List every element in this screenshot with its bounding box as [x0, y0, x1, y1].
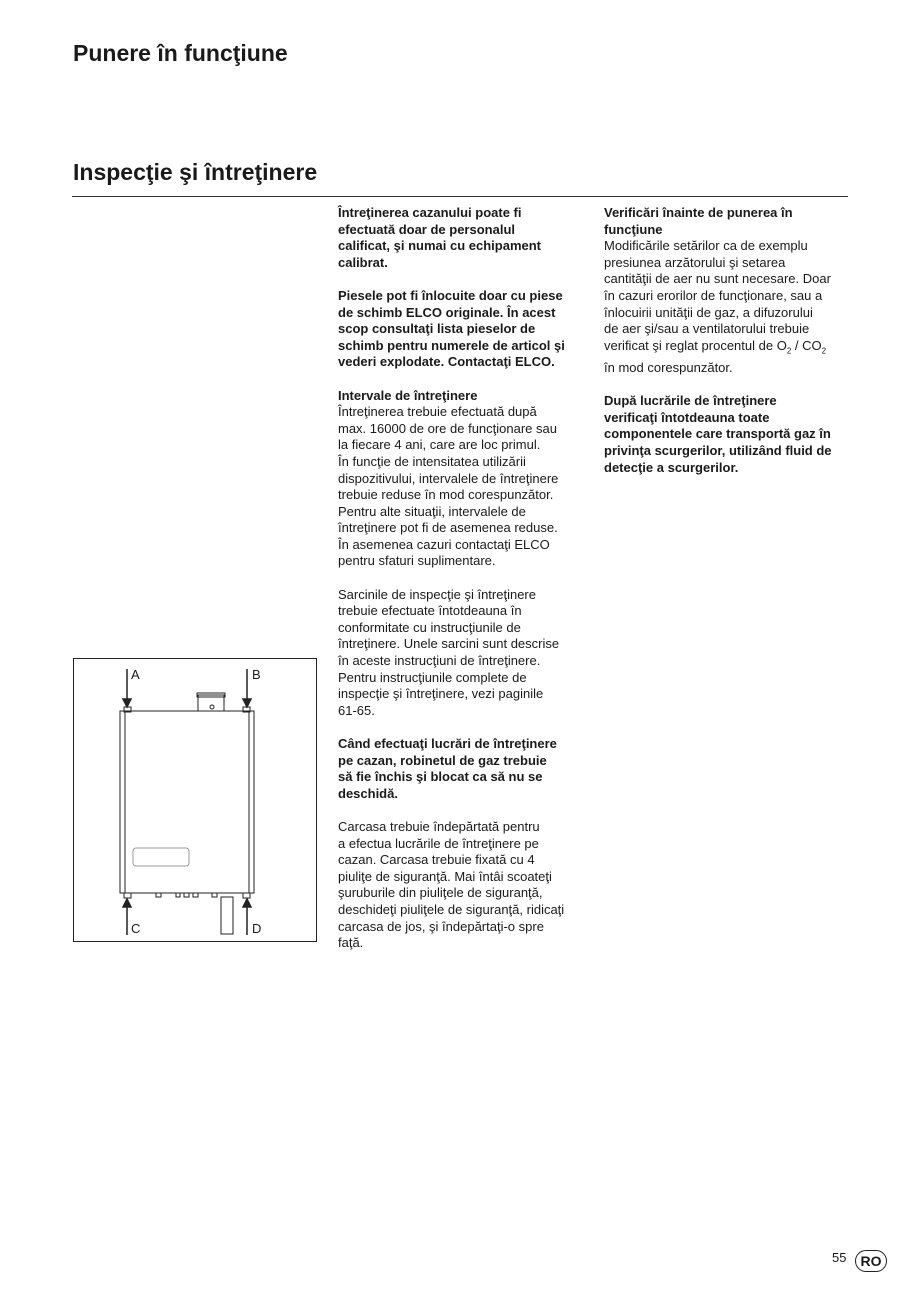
- text-line: întreţinere. Unele sarcini sunt descrise: [338, 636, 560, 652]
- text-line: înlocuirii unităţii de gaz, a difuzorului: [604, 304, 813, 320]
- text-line: conformitate cu instrucţiunile de: [338, 619, 521, 635]
- text-line: inspecţie şi întreţinere, vezi paginile: [338, 686, 544, 702]
- text-line: În funcţie de intensitatea utilizării: [338, 453, 526, 469]
- text-line: de aer şi/sau a ventilatorului trebuie: [604, 321, 810, 337]
- text-line: presiunea arzătorului şi setarea: [604, 254, 786, 270]
- text-line: Modificările setărilor ca de exemplu: [604, 238, 808, 254]
- text-line: cantităţii de aer nu sunt necesare. Doar: [604, 271, 831, 287]
- paragraph-heading: funcţiune: [604, 221, 663, 237]
- boiler-casing-diagram: [74, 659, 316, 941]
- text-line: dispozitivului, intervalele de întreţinere: [338, 470, 559, 486]
- middle-text-column: [338, 205, 588, 968]
- text-line: Pentru instrucţiunile complete de: [338, 669, 527, 685]
- text-line: faţă.: [338, 935, 364, 951]
- text-line: întreţinere pot fi de asemenea reduse.: [338, 520, 558, 536]
- text-line: Piesele pot fi înlocuite doar cu piese: [338, 287, 563, 303]
- text-line: trebuie reduse în mod corespunzător.: [338, 487, 554, 503]
- text-line: privinţa scurgerilor, utilizând fluid de: [604, 442, 832, 458]
- paragraph-heading: Verificări înainte de punerea în: [604, 205, 793, 220]
- paragraph: [338, 388, 588, 571]
- language-badge: RO: [855, 1250, 887, 1272]
- text-line: piuliţe de siguranţă. Mai întâi scoateţi: [338, 868, 552, 884]
- text-line: verificaţi întotdeauna toate: [604, 409, 770, 425]
- page-number: 55: [832, 1250, 847, 1265]
- text-line: Sarcinile de inspecţie şi întreţinere: [338, 586, 536, 602]
- boiler-figure: [73, 658, 317, 942]
- text-line: detecţie a scurgerilor.: [604, 459, 739, 475]
- paragraph: [338, 819, 588, 952]
- paragraph: [338, 205, 588, 271]
- text-line: vederi explodate. Contactaţi ELCO.: [338, 354, 555, 370]
- paragraph: [338, 736, 588, 802]
- label-c: C: [131, 921, 141, 936]
- text-line: deschideţi piuliţele de siguranţă, ridicaţi: [338, 901, 565, 917]
- text-line: componentele care transportă gaz în: [604, 426, 831, 442]
- text-line: În asemenea cazuri contactaţi ELCO: [338, 536, 550, 552]
- text-line: la fiecare 4 ani, care are loc primul.: [338, 437, 541, 453]
- text-line: pe cazan, robinetul de gaz trebuie: [338, 752, 547, 768]
- text-line: deschidă.: [338, 785, 398, 801]
- paragraph: [604, 205, 854, 377]
- text-line: schimb pentru numerele de articol şi: [338, 337, 565, 353]
- label-d: D: [252, 921, 262, 936]
- text-line: trebuie efectuate întotdeauna în: [338, 603, 522, 619]
- text-line: verificat şi reglat procentul de $O_2 / CO_2$: [604, 337, 827, 356]
- text-line: Pentru alte situaţii, intervalele de: [338, 503, 526, 519]
- text-line: cazan. Carcasa trebuie fixată cu 4: [338, 852, 535, 868]
- text-line: în aceste instrucţiuni de întreţinere.: [338, 653, 541, 669]
- text-line: a efectua lucrările de întreţinere pe: [338, 835, 539, 851]
- paragraph: [338, 288, 588, 371]
- paragraph-heading: Intervale de întreţinere: [338, 387, 478, 403]
- text-line: După lucrările de întreţinere: [604, 393, 777, 409]
- text-line: efectuată doar de personalul: [338, 221, 515, 237]
- right-text-column: [604, 205, 854, 493]
- text-line: Întreţinerea trebuie efectuată după: [338, 404, 537, 420]
- text-line: de schimb ELCO originale. În acest: [338, 304, 556, 320]
- text-line: Carcasa trebuie îndepărtată pentru: [338, 818, 540, 834]
- paragraph: [338, 587, 588, 720]
- text-line: calibrat.: [338, 254, 388, 270]
- text-line: în mod corespunzător.: [604, 359, 733, 375]
- chapter-title: Punere în funcţiune: [73, 40, 288, 66]
- text-line: în cazuri erorilor de funcţionare, sau a: [604, 287, 823, 303]
- text-line: scop consultaţi lista pieselor de: [338, 321, 536, 337]
- text-line: pentru sfaturi suplimentare.: [338, 553, 496, 569]
- text-line: carcasa de jos, şi îndepărtaţi-o spre: [338, 918, 544, 934]
- text-line: 61-65.: [338, 702, 375, 718]
- paragraph: [604, 393, 854, 476]
- text-line: şuruburile din piuliţele de siguranţă,: [338, 885, 543, 901]
- label-a: A: [131, 667, 140, 682]
- text-line: Când efectuaţi lucrări de întreţinere: [338, 736, 557, 751]
- text-line: calificat, şi numai cu echipament: [338, 238, 542, 254]
- text-line: să fie închis şi blocat ca să nu se: [338, 769, 543, 785]
- section-divider: [72, 196, 848, 197]
- text-line: max. 16000 de ore de funcţionare sau: [338, 420, 557, 436]
- text-line: Întreţinerea cazanului poate fi: [338, 205, 522, 220]
- label-b: B: [252, 667, 261, 682]
- section-title: Inspecţie şi întreţinere: [73, 159, 318, 185]
